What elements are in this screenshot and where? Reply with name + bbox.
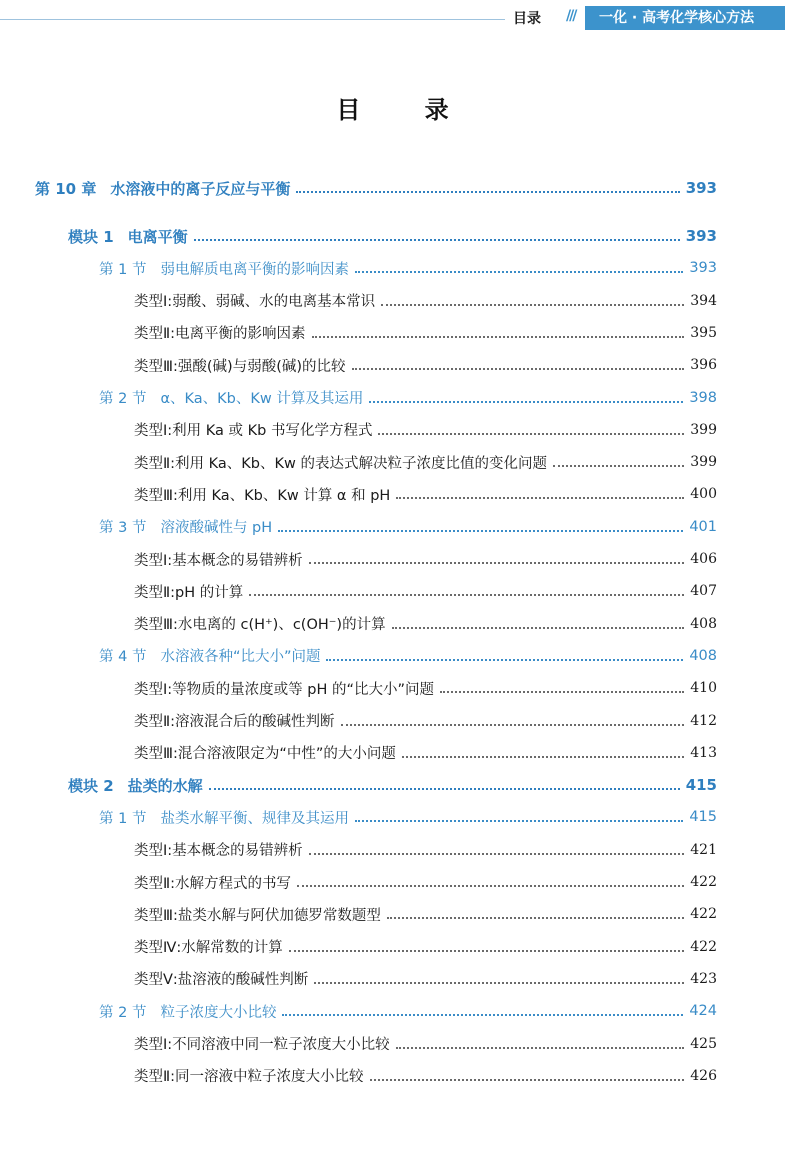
dot-leader <box>370 1079 685 1081</box>
type-title: 类型Ⅲ:混合溶液限定为“中性”的大小问题 <box>134 746 396 763</box>
chapter-number: 第 10 章 <box>35 179 97 198</box>
toc-page-number: 408 <box>690 615 717 632</box>
toc-section-entry[interactable] <box>99 252 717 284</box>
toc-module-entry[interactable] <box>68 220 717 252</box>
toc-page-number: 406 <box>690 551 717 567</box>
toc-module-entry[interactable] <box>68 769 717 801</box>
toc-entry-text <box>134 355 346 376</box>
dot-leader <box>289 950 684 952</box>
type-title: 类型Ⅴ:盐溶液的酸碱性判断 <box>134 972 309 989</box>
toc-entry-text <box>134 549 303 570</box>
toc-section-entry[interactable] <box>99 511 717 543</box>
dot-leader <box>553 465 684 467</box>
toc-entry-text <box>134 290 375 311</box>
toc-page-number: 424 <box>689 1003 717 1020</box>
type-title: 类型Ⅲ:利用 Ka、Kb、Kw 计算 α 和 pH <box>134 487 391 504</box>
section-title: α、Ka、Kb、Kw 计算及其运用 <box>160 391 364 407</box>
toc-type-entry[interactable] <box>134 285 717 317</box>
toc-section-entry[interactable] <box>99 801 717 833</box>
toc-page-number: 415 <box>685 776 717 795</box>
toc-page-number: 422 <box>690 874 717 890</box>
toc-page-number: 425 <box>690 1035 717 1052</box>
type-title: 类型Ⅲ:强酸(碱)与弱酸(碱)的比较 <box>134 358 346 375</box>
section-number: 第 4 节 <box>99 649 147 666</box>
toc-page-number: 401 <box>689 518 717 535</box>
toc-entry-text <box>134 968 308 989</box>
toc-page-number: 426 <box>690 1067 717 1084</box>
toc-page-number: 398 <box>689 389 717 406</box>
toc-type-entry[interactable] <box>134 1060 717 1092</box>
toc-entry-text <box>134 419 372 440</box>
module-title: 盐类的水解 <box>127 776 203 795</box>
header-stripes-decoration: /// <box>566 8 576 24</box>
toc-page-number: 393 <box>689 260 717 277</box>
dot-leader <box>378 433 684 435</box>
toc-page-number: 412 <box>690 712 717 729</box>
toc-page-number: 394 <box>690 292 717 309</box>
type-title: 类型Ⅰ:基本概念的易错辨析 <box>134 552 303 569</box>
toc-page-number: 407 <box>690 583 717 600</box>
dot-leader <box>381 304 684 306</box>
dot-leader <box>297 885 684 887</box>
module-number: 模块 2 <box>68 776 114 795</box>
dot-leader <box>355 271 683 273</box>
toc-page-number: 421 <box>690 841 717 858</box>
dot-leader <box>309 562 685 564</box>
section-number: 第 1 节 <box>99 261 147 278</box>
dot-leader <box>309 853 685 855</box>
toc-entry-text <box>134 581 243 602</box>
toc-type-entry[interactable] <box>134 931 717 963</box>
toc-page-number: 422 <box>690 938 717 955</box>
dot-leader <box>396 497 684 499</box>
dot-leader <box>278 530 683 532</box>
header-rule <box>0 19 505 20</box>
dot-leader <box>194 239 680 241</box>
type-title: 类型Ⅱ:电离平衡的影响因素 <box>134 326 306 343</box>
header-book-title: 一化 · 高考化学核心方法 <box>585 6 785 30</box>
toc-type-entry[interactable] <box>134 737 717 769</box>
section-number: 第 3 节 <box>99 520 147 537</box>
type-title: 类型Ⅰ:不同溶液中同一粒子浓度大小比较 <box>134 1037 390 1053</box>
toc-entry-text <box>99 807 349 828</box>
toc-type-entry[interactable] <box>134 705 717 737</box>
toc-page-number: 395 <box>690 324 717 341</box>
type-title: 类型Ⅰ:弱酸、弱碱、水的电离基本常识 <box>134 294 376 311</box>
dot-leader <box>314 982 684 984</box>
chapter-title: 水溶液中的离子反应与平衡 <box>110 179 291 198</box>
toc-type-entry[interactable] <box>134 963 717 995</box>
dot-leader <box>341 724 685 726</box>
toc-entry-text <box>99 1001 276 1022</box>
section-title: 粒子浓度大小比较 <box>160 1004 277 1021</box>
dot-leader <box>282 1014 683 1016</box>
toc-type-entry[interactable] <box>134 446 717 478</box>
toc-section-entry[interactable] <box>99 382 717 414</box>
toc-entry-text <box>68 226 188 247</box>
toc-entry-text <box>134 1033 390 1054</box>
toc-type-entry[interactable] <box>134 478 717 510</box>
toc-page-number: 399 <box>690 421 717 438</box>
toc-entry-text <box>134 872 291 893</box>
toc-page-number: 408 <box>689 647 717 664</box>
toc-entry-text <box>134 839 303 860</box>
header-section-label: 目录 <box>513 11 541 27</box>
toc-entry-text <box>134 1065 364 1086</box>
dot-leader <box>352 368 685 370</box>
dot-leader <box>396 1047 685 1049</box>
type-title: 类型Ⅱ:利用 Ka、Kb、Kw 的表达式解决粒子浓度比值的变化问题 <box>134 455 547 472</box>
section-number: 第 1 节 <box>99 810 147 827</box>
type-title: 类型Ⅲ:盐类水解与阿伏加德罗常数题型 <box>134 907 381 924</box>
section-number: 第 2 节 <box>99 391 147 407</box>
type-title: 类型Ⅳ:水解常数的计算 <box>134 940 283 957</box>
section-number: 第 2 节 <box>99 1004 147 1021</box>
toc-entry-text <box>134 452 547 473</box>
page-title: 目 录 <box>336 96 477 124</box>
toc-entry-text <box>68 775 203 796</box>
toc-type-entry[interactable] <box>134 317 717 349</box>
toc-type-entry[interactable] <box>134 866 717 898</box>
toc-entry-text <box>99 516 272 537</box>
toc-page-number: 399 <box>690 454 717 471</box>
type-title: 类型Ⅱ:溶液混合后的酸碱性判断 <box>134 714 335 730</box>
toc-page-number: 393 <box>685 227 717 245</box>
toc-type-entry[interactable] <box>134 898 717 930</box>
toc-entry-text <box>134 710 335 731</box>
toc-entry-text <box>99 387 363 408</box>
page-header <box>0 0 785 40</box>
type-title: 类型Ⅲ:水电离的 c(H⁺)、c(OH⁻)的计算 <box>134 617 386 634</box>
toc-type-entry[interactable] <box>134 1028 717 1060</box>
toc-entry-text <box>134 904 381 925</box>
toc-entry-text <box>134 322 306 343</box>
toc-type-entry[interactable] <box>134 414 717 446</box>
toc-entry-text <box>134 484 390 505</box>
module-title: 电离平衡 <box>127 227 188 246</box>
dot-leader <box>387 917 684 919</box>
toc-page-number: 413 <box>690 744 717 761</box>
type-title: 类型Ⅱ:pH 的计算 <box>134 584 244 601</box>
dot-leader <box>402 756 684 758</box>
dot-leader <box>296 191 679 193</box>
dot-leader <box>326 659 683 661</box>
toc-page-number: 400 <box>690 486 717 503</box>
dot-leader <box>355 820 683 822</box>
toc-page-number: 410 <box>690 680 717 697</box>
type-title: 类型Ⅰ:等物质的量浓度或等 pH 的“比大小”问题 <box>134 681 435 698</box>
dot-leader <box>440 691 684 693</box>
toc-entry-text <box>99 645 320 666</box>
toc-entry-text <box>134 678 434 699</box>
dot-leader <box>312 336 685 338</box>
toc-entry-text <box>134 613 386 634</box>
type-title: 类型Ⅱ:同一溶液中粒子浓度大小比较 <box>134 1069 364 1086</box>
toc-section-entry[interactable] <box>99 640 717 672</box>
toc-type-entry[interactable] <box>134 349 717 381</box>
module-number: 模块 1 <box>68 227 114 246</box>
dot-leader <box>392 627 685 629</box>
type-title: 类型Ⅰ:利用 Ka 或 Kb 书写化学方程式 <box>134 423 373 440</box>
toc-page-number: 423 <box>690 970 717 987</box>
toc-entry-text <box>35 178 290 199</box>
dot-leader <box>209 788 680 790</box>
section-title: 水溶液各种“比大小”问题 <box>160 649 321 666</box>
toc-chapter-entry[interactable] <box>35 172 717 204</box>
type-title: 类型Ⅱ:水解方程式的书写 <box>134 875 292 892</box>
toc-page-number: 415 <box>689 809 717 826</box>
toc-type-entry[interactable] <box>134 834 717 866</box>
toc-type-entry[interactable] <box>134 575 717 607</box>
toc-page-number: 396 <box>690 357 717 374</box>
toc-page-number: 422 <box>690 906 717 923</box>
chapter-page-number: 393 <box>685 179 717 197</box>
type-title: 类型Ⅰ:基本概念的易错辨析 <box>134 843 303 860</box>
toc-section-entry[interactable] <box>99 995 717 1027</box>
toc-entry-text <box>134 742 396 763</box>
toc-type-entry[interactable] <box>134 543 717 575</box>
toc-type-entry[interactable] <box>134 672 717 704</box>
toc-type-entry[interactable] <box>134 608 717 640</box>
section-title: 盐类水解平衡、规律及其运用 <box>160 810 349 827</box>
section-title: 弱电解质电离平衡的影响因素 <box>160 261 349 278</box>
dot-leader <box>249 594 684 596</box>
dot-leader <box>369 401 683 403</box>
toc-entry-text <box>99 258 349 279</box>
toc-entry-text <box>134 936 283 957</box>
section-title: 溶液酸碱性与 pH <box>160 520 273 537</box>
